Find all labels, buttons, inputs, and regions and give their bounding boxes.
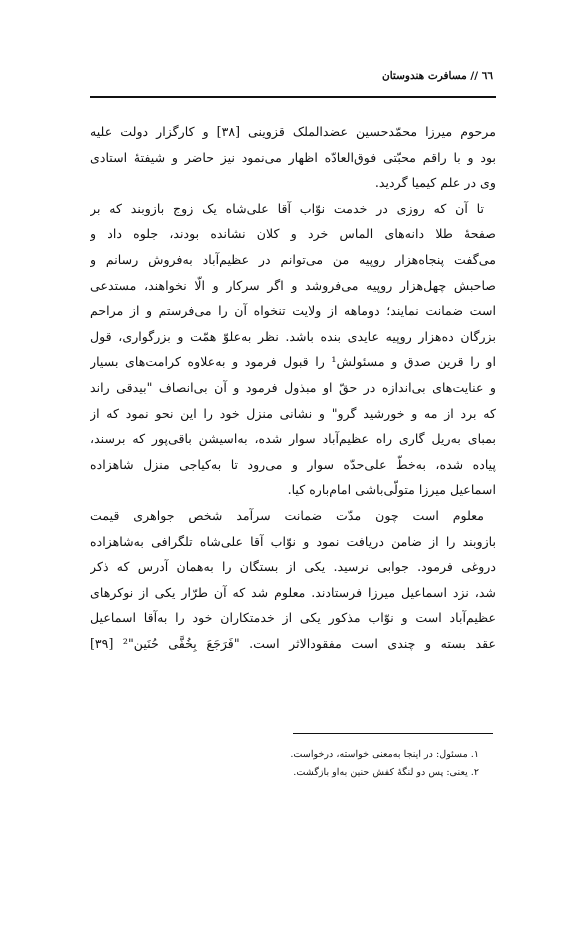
body-line: عقد بسته و چندی است مفقودالاثر است. "فَرَجَعَ بِخُفَّی حُنَین"² [۳۹] [90,635,496,651]
footnotes [87,746,493,782]
body-line: مرحوم میرزا محمّدحسین عضدالملک قزوینی [۳۸] و کارگزار دولت علیه [90,124,496,139]
body-line: بزرگان ده‌هزار روپیه عایدی بنده باشد. نظر به‌علوّ همّت و بزرگواری، قول [90,328,496,344]
body-line: و عنایت‌های بی‌اندازه در حقّ او مبذول فرمود و آن بی‌انصاف "بیدقی راند [90,379,496,395]
footnote: ۱. مسئول: در اینجا به‌معنی خواسته، درخواست. [290,749,479,760]
footnote-rule [293,733,493,734]
body-line: دروغی فرمود. جوابی نرسید. یکی از بستگان را به‌همان آدرس که ذکر [90,559,496,575]
body-line: عظیم‌آباد است و نوّاب مذکور یکی از خدمتکاران خود را به‌آقا اسماعیل [90,610,496,626]
body-line: صاحبش چهل‌هزار روپیه می‌فروشد و اگر سرکار و الّا نخواهند، مستدعی [90,277,496,293]
body-line: بود و با راقم محبّتی فوق‌العادّه اظهار می‌نمود نیز حاضر و شیفتهٔ استادی [90,149,496,165]
body-line: اسماعیل میرزا متولّی‌باشی امام‌باره کیا. [287,482,496,498]
body-text [90,119,496,656]
footnote: ۲. یعنی: پس دو لنگهٔ کفش حنین به‌او بازگشت. [293,767,479,778]
body-line: می‌گفت پنجاه‌هزار روپیه من می‌توانم در عظیم‌آباد به‌فروش رسانم و [90,251,496,267]
body-line: معلوم است چون مدّت ضمانت سرآمد شخص جواهری قیمت [90,507,484,523]
body-line: پیاده شده، به‌خطّ علی‌حدّه سوار و می‌رود تا به‌کیاجی منزل شاهزاده [90,456,496,472]
body-line: بمبای به‌ریل گاری راه عظیم‌آباد سوار شده، به‌اسیشن باقی‌پور که برسند، [90,431,496,447]
body-line: بازوبند را از ضامن دریافت نمود و نوّاب آقا علی‌شاه تلگرافی به‌شاهزاده [90,533,496,549]
body-line: شد، نزد اسماعیل میرزا فرستادند. معلوم شد که آن طرّار یکی از نوکرهای [90,584,496,600]
body-line: تا آن که روزی در خدمت نوّاب آقا علی‌شاه یک زوج بازوبند که بر [90,200,484,216]
body-line: است ضمانت نمایند؛ دوماهه از ولایت تنخواه آن را می‌فرستم و از مراحم [90,303,496,319]
body-line: او را قرین صدق و مسئولش¹ را قبول فرمود و به‌علاوه کرامت‌های بسیار [90,354,496,370]
running-head: ٦٦ // مسافرت هندوستان [382,70,493,82]
body-line: که برد از مه و خورشید گرو" و نشانی منزل خود را این نحو نمود که از [90,405,496,421]
body-line: صفحهٔ طلا دانه‌های الماس خرد و کلان نشانده بودند، جلوه داد و [90,226,496,242]
header-rule [90,96,496,98]
body-line: وی در علم کیمیا گردید. [374,175,496,191]
